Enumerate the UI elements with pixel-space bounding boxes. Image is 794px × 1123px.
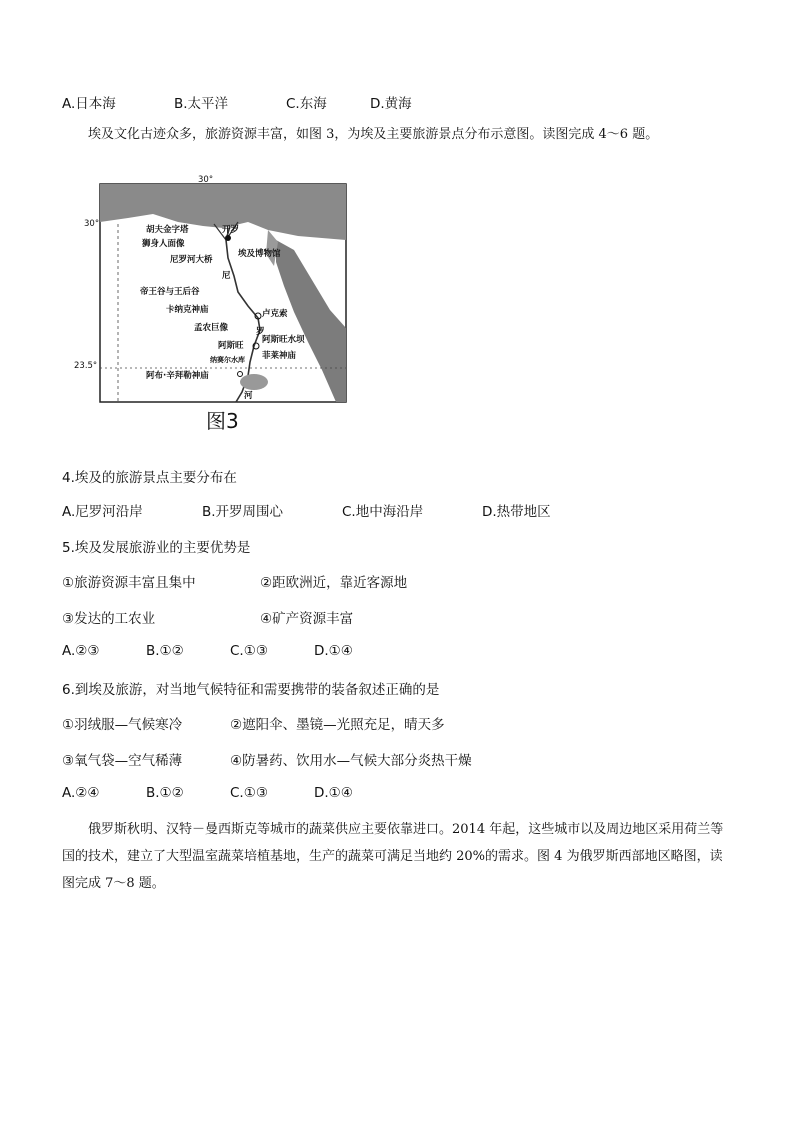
q5-item-4: ④矿产资源丰富 xyxy=(260,611,354,627)
q3-options xyxy=(62,92,412,112)
q6-option-a: A.②④ xyxy=(62,785,100,801)
q3-option-b: B.太平洋 xyxy=(174,96,229,112)
label-nile-bridge: 尼罗河大桥 xyxy=(170,255,213,265)
q3-option-c: C.东海 xyxy=(286,96,327,112)
q5-options xyxy=(62,643,353,659)
q3-option-d: D.黄海 xyxy=(370,96,412,112)
q5-item-3: ③发达的工农业 xyxy=(62,611,156,627)
q4-option-a: A.尼罗河沿岸 xyxy=(62,504,143,520)
q6-option-b: B.①② xyxy=(146,785,184,801)
q5-option-a: A.②③ xyxy=(62,643,100,659)
q5-option-b: B.①② xyxy=(146,643,184,659)
q4-option-b: B.开罗周围心 xyxy=(202,504,284,520)
label-luxor: 卢克索 xyxy=(262,309,288,319)
q6-option-d: D.①④ xyxy=(314,785,353,801)
q3-option-a: A.日本海 xyxy=(62,96,116,112)
lat-bottom-label: 23.5° xyxy=(74,361,98,371)
label-sphinx: 狮身人面像 xyxy=(142,239,185,249)
label-aswan: 阿斯旺 xyxy=(218,341,244,351)
q6-options xyxy=(62,785,353,801)
egypt-map xyxy=(74,170,350,433)
q5-items-row1 xyxy=(62,571,407,591)
q6-items-row2 xyxy=(62,749,472,769)
q5-stem: 5.埃及发展旅游业的主要优势是 xyxy=(62,540,251,556)
label-karnak: 卡纳克神庙 xyxy=(166,305,209,315)
label-aswan-dam: 阿斯旺水坝 xyxy=(262,335,305,345)
q4-stem: 4.埃及的旅游景点主要分布在 xyxy=(62,470,237,486)
q6-item-1: ①羽绒服—气候寒冷 xyxy=(62,717,183,733)
label-abu-simbel: 阿布·辛拜勒神庙 xyxy=(146,371,209,381)
egypt-map-figure xyxy=(74,170,350,433)
q5-option-c: C.①③ xyxy=(230,643,268,659)
lake-nasser xyxy=(240,374,268,390)
q6-option-c: C.①③ xyxy=(230,785,268,801)
label-memnon: 孟农巨像 xyxy=(194,323,229,333)
label-kings-valley: 帝王谷与王后谷 xyxy=(140,287,200,297)
q5-items-row2 xyxy=(62,607,353,627)
q4-option-d: D.热带地区 xyxy=(482,504,551,520)
label-lake: 纳赛尔水库 xyxy=(210,356,245,364)
cairo-dot xyxy=(225,235,231,241)
q6-item-4: ④防暑药、饮用水—气候大部分炎热干燥 xyxy=(230,753,472,769)
lon-label: 30° xyxy=(198,175,214,185)
map-caption: 图3 xyxy=(206,409,239,433)
q6-item-2: ②遮阳伞、墨镜—光照充足，晴天多 xyxy=(230,717,445,733)
intro-egypt: 埃及文化古迹众多，旅游资源丰富，如图 3，为埃及主要旅游景点分布示意图。读图完成 4～6 题。 xyxy=(88,127,659,142)
label-museum: 埃及博物馆 xyxy=(238,249,281,259)
q5-item-2: ②距欧洲近，靠近客源地 xyxy=(260,575,408,591)
label-pyramid: 胡夫金字塔 xyxy=(146,225,189,235)
label-cairo: 开罗 xyxy=(222,225,240,235)
q4-option-c: C.地中海沿岸 xyxy=(342,504,424,520)
label-luo: 罗 xyxy=(256,327,265,337)
q4-options xyxy=(62,500,551,520)
q6-items-row1 xyxy=(62,713,445,733)
q5-item-1: ①旅游资源丰富且集中 xyxy=(62,575,196,591)
q6-item-3: ③氧气袋—空气稀薄 xyxy=(62,753,183,769)
label-nile-1: 尼 xyxy=(222,271,231,281)
label-he: 河 xyxy=(244,391,253,401)
q5-option-d: D.①④ xyxy=(314,643,353,659)
lat-top-label: 30° xyxy=(84,219,100,229)
q6-stem: 6.到埃及旅游，对当地气候特征和需要携带的装备叙述正确的是 xyxy=(62,682,440,698)
label-philae: 菲莱神庙 xyxy=(262,351,297,361)
intro-russia: 俄罗斯秋明、汉特－曼西斯克等城市的蔬菜供应主要依靠进口。2014 年起，这些城市以及周边地区采用荷兰等国的技术，建立了大型温室蔬菜培植基地，生产的蔬菜可满足当地约 20%的需求。图 4 为俄罗斯西部地区略图，读图完成 7～8 题。 xyxy=(62,822,724,891)
